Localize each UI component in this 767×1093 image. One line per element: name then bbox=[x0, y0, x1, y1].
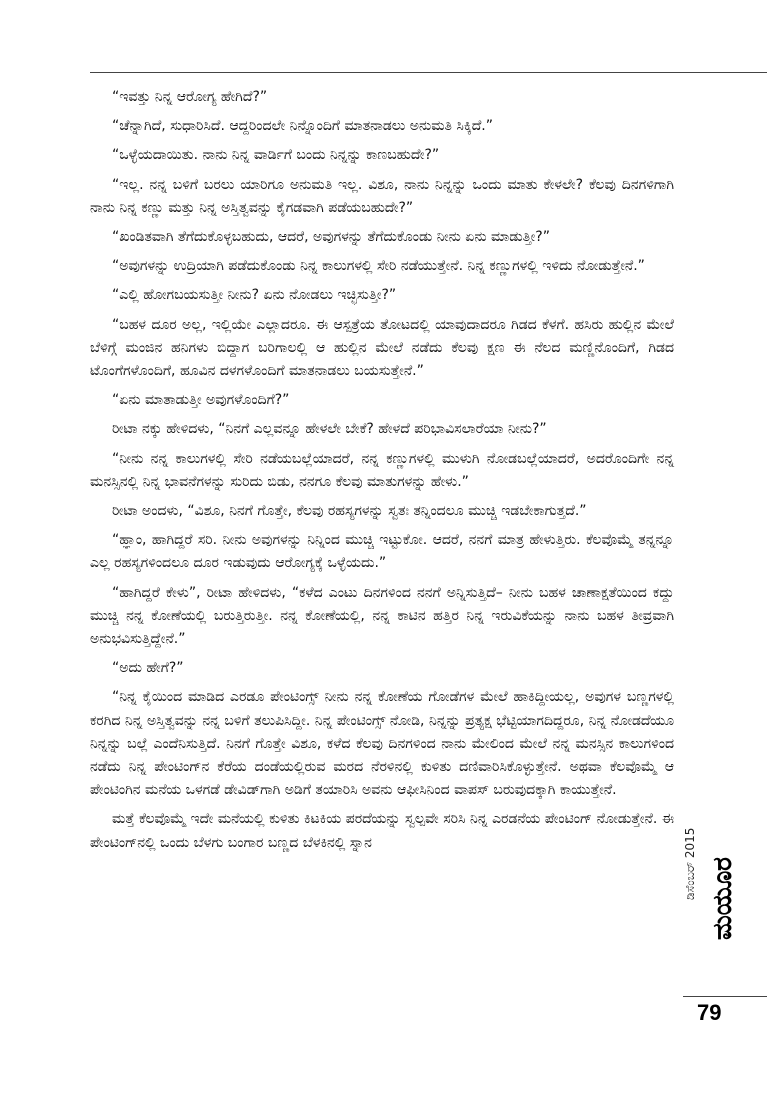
paragraph: “ಒಳ್ಳೆಯದಾಯಿತು. ನಾನು ನಿನ್ನ ವಾರ್ಡಿಗೆ ಬಂದು ನಿನ್ನನ್ನು ಕಾಣಬಹುದೇ?” bbox=[112, 147, 440, 164]
issue-date: ಡಿಸೆಂಬರ್ 2015 bbox=[683, 827, 697, 900]
paragraph: “ಬಹಳ ದೂರ ಅಲ್ಲ, ಇಲ್ಲಿಯೇ ಎಲ್ಲಾದರೂ. ಈ ಆಸ್ಪತ್ರೆಯ ತೋಟದಲ್ಲಿ ಯಾವುದಾದರೂ ಗಿಡದ ಕೆಳಗೆ. ಹಸಿರು ಹುಲ್ಲಿನ ಮೇಲೆ ಬೆಳಿಗ್ಗೆ ಮಂಜಿನ ಹನಿಗಳು ಬಿದ್ದಾಗ ಬರಿಗಾಲಲ್ಲಿ ಆ ಹುಲ್ಲಿನ ಮೇಲೆ ನಡೆದು ಕೆಲವು ಕ್ಷಣ ಈ ನೆಲದ ಮಣ್ಣಿನೊಂದಿಗೆ, ಗಿಡದ ಟೊಂಗೆಗಳೊಂದಿಗೆ, ಹೂವಿನ ದಳಗಳೊಂದಿಗೆ ಮಾತನಾಡಲು ಬಯಸುತ್ತೇನೆ.” bbox=[90, 316, 674, 380]
paragraph: “ಅದು ಹೇಗೆ?” bbox=[112, 660, 184, 677]
paragraph: “ಖಂಡಿತವಾಗಿ ತೆಗೆದುಕೊಳ್ಳಬಹುದು, ಆದರೆ, ಅವುಗಳನ್ನು ತೆಗೆದುಕೊಂಡು ನೀನು ಏನು ಮಾಡುತ್ತೀ?” bbox=[112, 229, 550, 246]
footer-rule bbox=[683, 996, 767, 997]
paragraph: ಮತ್ತೆ ಕೆಲವೊಮ್ಮೆ ಇದೇ ಮನೆಯಲ್ಲಿ ಕುಳಿತು ಕಿಟಕಿಯ ಪರದೆಯನ್ನು ಸ್ವಲ್ಪವೇ ಸರಿಸಿ ನಿನ್ನ ಎರಡನೆಯ ಪೇಂಟಿಂಗ್ ನೋಡುತ್ತೇನೆ. ಈ ಪೇಂಟಿಂಗ್‌ನಲ್ಲಿ ಒಂದು ಬೆಳಗು ಬಂಗಾರ ಬಣ್ಣದ ಬೆಳಕಿನಲ್ಲಿ ಸ್ನಾನ bbox=[90, 811, 674, 851]
paragraph: ರೀಟಾ ಅಂದಳು, “ವಿಶೂ, ನಿನಗೆ ಗೊತ್ತೇ, ಕೆಲವು ರಹಸ್ಯಗಳನ್ನು ಸ್ವತಃ ತನ್ನಿಂದಲೂ ಮುಚ್ಚಿ ಇಡಬೇಕಾಗುತ್ತದೆ.” bbox=[112, 503, 587, 520]
magazine-title: ಮಯೂರ bbox=[708, 857, 738, 940]
paragraph: “ನೀನು ನನ್ನ ಕಾಲುಗಳಲ್ಲಿ ಸೇರಿ ನಡೆಯಬಲ್ಲೆಯಾದರೆ, ನನ್ನ ಕಣ್ಣುಗಳಲ್ಲಿ ಮುಳುಗಿ ನೋಡಬಲ್ಲೆಯಾದರೆ, ಅದರೊಂದಿಗೇ ನನ್ನ ಮನಸ್ಸಿನಲ್ಲಿ ನಿನ್ನ ಭಾವನೆಗಳನ್ನು ಸುರಿದು ಬಿಡು, ನನಗೂ ಕೆಲವು ಮಾತುಗಳನ್ನು ಹೇಳು.” bbox=[90, 450, 674, 490]
page-number: 79 bbox=[697, 1000, 722, 1025]
header-rule bbox=[90, 72, 767, 73]
paragraph: “ಇಲ್ಲ. ನನ್ನ ಬಳಿಗೆ ಬರಲು ಯಾರಿಗೂ ಅನುಮತಿ ಇಲ್ಲ. ವಿಶೂ, ನಾನು ನಿನ್ನನ್ನು ಒಂದು ಮಾತು ಕೇಳಲೇ? ಕೆಲವು ದಿನಗಳಿಗಾಗಿ ನಾನು ನಿನ್ನ ಕಣ್ಣು ಮತ್ತು ನಿನ್ನ ಅಸ್ತಿತ್ವವನ್ನು ಕೈಗಡವಾಗಿ ಪಡೆಯಬಹುದೇ?” bbox=[90, 176, 674, 216]
paragraph: “ಇವತ್ತು ನಿನ್ನ ಆರೋಗ್ಯ ಹೇಗಿದೆ?” bbox=[112, 89, 268, 105]
paragraph: “ಏನು ಮಾತಾಡುತ್ತೀ ಅವುಗಳೊಂದಿಗೆ?” bbox=[112, 392, 290, 409]
paragraph: “ಹ್ಞಾಂ, ಹಾಗಿದ್ದರೆ ಸರಿ. ನೀನು ಅವುಗಳನ್ನು ನಿನ್ನಿಂದ ಮುಚ್ಚಿ ಇಟ್ಟುಕೋ. ಆದರೆ, ನನಗೆ ಮಾತ್ರ ಹೇಳುತ್ತಿರು. ಕೆಲವೊಮ್ಮೆ ತನ್ನನ್ನೂ ಎಲ್ಲ ರಹಸ್ಯಗಳಿಂದಲೂ ದೂರ ಇಡುವುದು ಆರೋಗ್ಯಕ್ಕೆ ಒಳ್ಳೆಯದು.” bbox=[90, 532, 674, 572]
paragraph: “ಚೆನ್ನಾಗಿದೆ, ಸುಧಾರಿಸಿದೆ. ಆದ್ದರಿಂದಲೇ ನಿನ್ನೊಂದಿಗೆ ಮಾತನಾಡಲು ಅನುಮತಿ ಸಿಕ್ಕಿದೆ.” bbox=[112, 118, 494, 135]
paragraph: “ನಿನ್ನ ಕೈಯಿಂದ ಮಾಡಿದ ಎರಡೂ ಪೇಂಟಿಂಗ್ಸ್ ನೀನು ನನ್ನ ಕೋಣೆಯ ಗೋಡೆಗಳ ಮೇಲೆ ಹಾಕಿದ್ದೀಯಲ್ಲ, ಅವುಗಳ ಬಣ್ಣಗಳಲ್ಲಿ ಕರಗಿದ ನಿನ್ನ ಅಸ್ತಿತ್ವವನ್ನು ನನ್ನ ಬಳಿಗೆ ತಲುಪಿಸಿದ್ದೀ. ನಿನ್ನ ಪೇಂಟಿಂಗ್ಸ್ ನೋಡಿ, ನಿನ್ನನ್ನು ಪ್ರತ್ಯಕ್ಷ ಭೆಟ್ಟಿಯಾಗದಿದ್ದರೂ, ನಿನ್ನ ನೋಡದೆಯೂ ನಿನ್ನನ್ನು ಬಲ್ಲೆ ಎಂದೆನಿಸುತ್ತಿದೆ. ನಿನಗೆ ಗೊತ್ತೇ ವಿಶೂ, ಕಳೆದ ಕೆಲವು ದಿನಗಳಿಂದ ನಾನು ಮೇಲಿಂದ ಮೇಲೆ ನನ್ನ ಮನಸ್ಸಿನ ಕಾಲುಗಳಿಂದ ನಡೆದು ನಿನ್ನ ಪೇಂಟಿಂಗ್‌ನ ಕೆರೆಯ ದಂಡೆಯಲ್ಲಿರುವ ಮರದ ನೆರಳಿನಲ್ಲಿ ಕುಳಿತು ದಣಿವಾರಿಸಿಕೊಳ್ಳುತ್ತೇನೆ. ಅಥವಾ ಕೆಲವೊಮ್ಮೆ ಆ ಪೇಂಟಿಂಗಿನ ಮನೆಯ ಒಳಗಡೆ ಡೇವಿಡ್‌ಗಾಗಿ ಅಡಿಗೆ ತಯಾರಿಸಿ ಅವನು ಆಫೀಸಿನಿಂದ ವಾಪಸ್ ಬರುವುದಕ್ಕಾಗಿ ಕಾಯುತ್ತೇನೆ. bbox=[90, 689, 674, 799]
paragraph: “ಅವುಗಳನ್ನು ಉದ್ರಿಯಾಗಿ ಪಡೆದುಕೊಂಡು ನಿನ್ನ ಕಾಲುಗಳಲ್ಲಿ ಸೇರಿ ನಡೆಯುತ್ತೇನೆ. ನಿನ್ನ ಕಣ್ಣುಗಳಲ್ಲಿ ಇಳಿದು ನೋಡುತ್ತೇನೆ.” bbox=[112, 258, 645, 275]
article-body bbox=[90, 86, 674, 861]
paragraph: “ಎಲ್ಲಿ ಹೋಗಬಯಸುತ್ತೀ ನೀನು? ಏನು ನೋಡಲು ಇಚ್ಛಿಸುತ್ತೀ?” bbox=[112, 287, 397, 304]
side-footer bbox=[683, 770, 743, 970]
paragraph: ರೀಟಾ ನಕ್ಕು ಹೇಳಿದಳು, “ನಿನಗೆ ಎಲ್ಲವನ್ನೂ ಹೇಳಲೇ ಬೇಕೆ? ಹೇಳದೆ ಪರಿಭಾವಿಸಲಾರೆಯಾ ನೀನು?” bbox=[112, 421, 547, 438]
paragraph: “ಹಾಗಿದ್ದರೆ ಕೇಳು”, ರೀಟಾ ಹೇಳಿದಳು, “ಕಳೆದ ಎಂಟು ದಿನಗಳಿಂದ ನನಗೆ ಅನ್ನಿಸುತ್ತಿದೆ– ನೀನು ಬಹಳ ಚಾಣಾಕ್ಷತೆಯಿಂದ ಕದ್ದು ಮುಚ್ಚಿ ನನ್ನ ಕೋಣೆಯಲ್ಲಿ ಬರುತ್ತಿರುತ್ತೀ. ನನ್ನ ಕೋಣೆಯಲ್ಲಿ, ನನ್ನ ಕಾಟಿನ ಹತ್ತಿರ ನಿನ್ನ ಇರುವಿಕೆಯನ್ನು ನಾನು ಬಹಳ ತೀವ್ರವಾಗಿ ಅನುಭವಿಸುತ್ತಿದ್ದೇನೆ.” bbox=[90, 584, 674, 648]
